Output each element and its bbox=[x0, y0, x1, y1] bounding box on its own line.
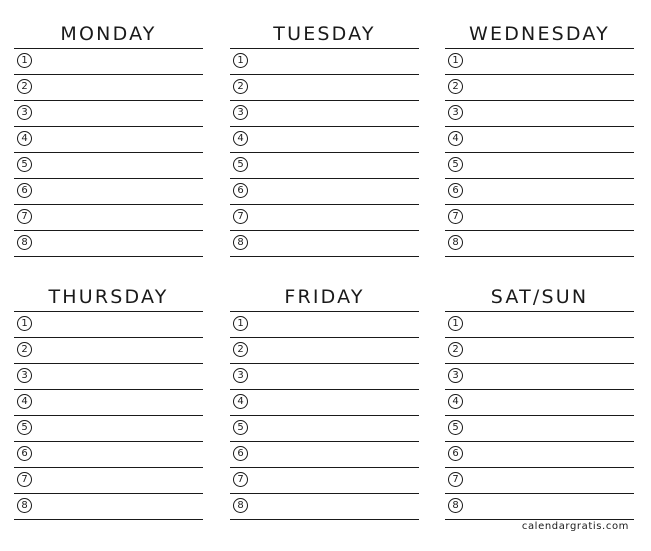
line-number-badge: 2 bbox=[233, 342, 248, 357]
task-line bbox=[14, 390, 203, 416]
task-line bbox=[230, 101, 419, 127]
day-title: SAT/SUN bbox=[490, 286, 589, 308]
task-line bbox=[445, 390, 634, 416]
line-number-badge: 6 bbox=[17, 183, 32, 198]
task-line bbox=[445, 468, 634, 494]
task-line bbox=[14, 468, 203, 494]
task-lines bbox=[445, 311, 634, 520]
task-line bbox=[230, 49, 419, 75]
line-number-badge: 7 bbox=[233, 472, 248, 487]
line-number-badge: 2 bbox=[233, 79, 248, 94]
line-number-badge: 5 bbox=[448, 420, 463, 435]
task-line bbox=[14, 153, 203, 179]
day-block-wednesday bbox=[445, 20, 634, 257]
day-block-tuesday bbox=[230, 20, 419, 257]
day-block-sat-sun bbox=[445, 283, 634, 520]
task-line bbox=[230, 205, 419, 231]
task-line bbox=[445, 364, 634, 390]
line-number-badge: 7 bbox=[233, 209, 248, 224]
line-number-badge: 3 bbox=[233, 368, 248, 383]
day-block-monday bbox=[14, 20, 203, 257]
line-number-badge: 8 bbox=[17, 235, 32, 250]
task-line bbox=[445, 416, 634, 442]
line-number-badge: 8 bbox=[448, 498, 463, 513]
task-line bbox=[445, 101, 634, 127]
task-line bbox=[14, 179, 203, 205]
task-line bbox=[230, 312, 419, 338]
task-line bbox=[445, 205, 634, 231]
day-title: MONDAY bbox=[60, 23, 157, 45]
task-line bbox=[230, 153, 419, 179]
line-number-badge: 4 bbox=[448, 131, 463, 146]
line-number-badge: 2 bbox=[17, 342, 32, 357]
task-line bbox=[230, 416, 419, 442]
day-title: THURSDAY bbox=[48, 286, 169, 308]
line-number-badge: 6 bbox=[17, 446, 32, 461]
line-number-badge: 6 bbox=[448, 446, 463, 461]
day-title: TUESDAY bbox=[273, 23, 376, 45]
line-number-badge: 5 bbox=[17, 157, 32, 172]
line-number-badge: 7 bbox=[448, 472, 463, 487]
day-block-thursday bbox=[14, 283, 203, 520]
line-number-badge: 5 bbox=[17, 420, 32, 435]
line-number-badge: 3 bbox=[448, 105, 463, 120]
task-line bbox=[14, 312, 203, 338]
task-line bbox=[14, 442, 203, 468]
line-number-badge: 5 bbox=[233, 157, 248, 172]
task-line bbox=[14, 231, 203, 257]
day-block-friday bbox=[230, 283, 419, 520]
site-credit: calendargratis.com bbox=[521, 521, 629, 532]
line-number-badge: 6 bbox=[233, 446, 248, 461]
line-number-badge: 6 bbox=[233, 183, 248, 198]
line-number-badge: 4 bbox=[17, 394, 32, 409]
task-line bbox=[230, 127, 419, 153]
task-line bbox=[445, 153, 634, 179]
task-lines bbox=[14, 311, 203, 520]
line-number-badge: 8 bbox=[448, 235, 463, 250]
task-line bbox=[230, 75, 419, 101]
task-line bbox=[14, 75, 203, 101]
line-number-badge: 5 bbox=[448, 157, 463, 172]
task-line bbox=[230, 442, 419, 468]
line-number-badge: 3 bbox=[448, 368, 463, 383]
task-line bbox=[445, 231, 634, 257]
task-line bbox=[445, 442, 634, 468]
task-line bbox=[445, 338, 634, 364]
task-lines bbox=[14, 48, 203, 257]
line-number-badge: 1 bbox=[448, 316, 463, 331]
line-number-badge: 2 bbox=[448, 342, 463, 357]
task-lines bbox=[230, 48, 419, 257]
line-number-badge: 4 bbox=[233, 394, 248, 409]
task-line bbox=[14, 101, 203, 127]
task-line bbox=[230, 494, 419, 520]
task-line bbox=[230, 390, 419, 416]
line-number-badge: 8 bbox=[233, 235, 248, 250]
line-number-badge: 4 bbox=[233, 131, 248, 146]
line-number-badge: 8 bbox=[233, 498, 248, 513]
task-line bbox=[14, 205, 203, 231]
line-number-badge: 1 bbox=[17, 53, 32, 68]
task-line bbox=[445, 127, 634, 153]
task-line bbox=[445, 494, 634, 520]
task-line bbox=[230, 364, 419, 390]
task-line bbox=[230, 231, 419, 257]
line-number-badge: 2 bbox=[448, 79, 463, 94]
task-line bbox=[230, 468, 419, 494]
task-line bbox=[230, 179, 419, 205]
line-number-badge: 1 bbox=[233, 53, 248, 68]
line-number-badge: 7 bbox=[17, 209, 32, 224]
line-number-badge: 2 bbox=[17, 79, 32, 94]
line-number-badge: 4 bbox=[17, 131, 32, 146]
task-line bbox=[14, 338, 203, 364]
task-line bbox=[230, 338, 419, 364]
task-line bbox=[445, 75, 634, 101]
task-line bbox=[14, 127, 203, 153]
task-line bbox=[14, 416, 203, 442]
task-line bbox=[14, 494, 203, 520]
task-line bbox=[445, 312, 634, 338]
task-line bbox=[14, 49, 203, 75]
line-number-badge: 3 bbox=[17, 105, 32, 120]
line-number-badge: 1 bbox=[448, 53, 463, 68]
day-title: WEDNESDAY bbox=[469, 23, 610, 45]
task-line bbox=[14, 364, 203, 390]
line-number-badge: 1 bbox=[17, 316, 32, 331]
day-title: FRIDAY bbox=[284, 286, 365, 308]
line-number-badge: 8 bbox=[17, 498, 32, 513]
task-line bbox=[445, 179, 634, 205]
line-number-badge: 5 bbox=[233, 420, 248, 435]
line-number-badge: 7 bbox=[448, 209, 463, 224]
line-number-badge: 3 bbox=[17, 368, 32, 383]
task-lines bbox=[230, 311, 419, 520]
line-number-badge: 3 bbox=[233, 105, 248, 120]
task-line bbox=[445, 49, 634, 75]
line-number-badge: 1 bbox=[233, 316, 248, 331]
task-lines bbox=[445, 48, 634, 257]
line-number-badge: 4 bbox=[448, 394, 463, 409]
line-number-badge: 6 bbox=[448, 183, 463, 198]
line-number-badge: 7 bbox=[17, 472, 32, 487]
